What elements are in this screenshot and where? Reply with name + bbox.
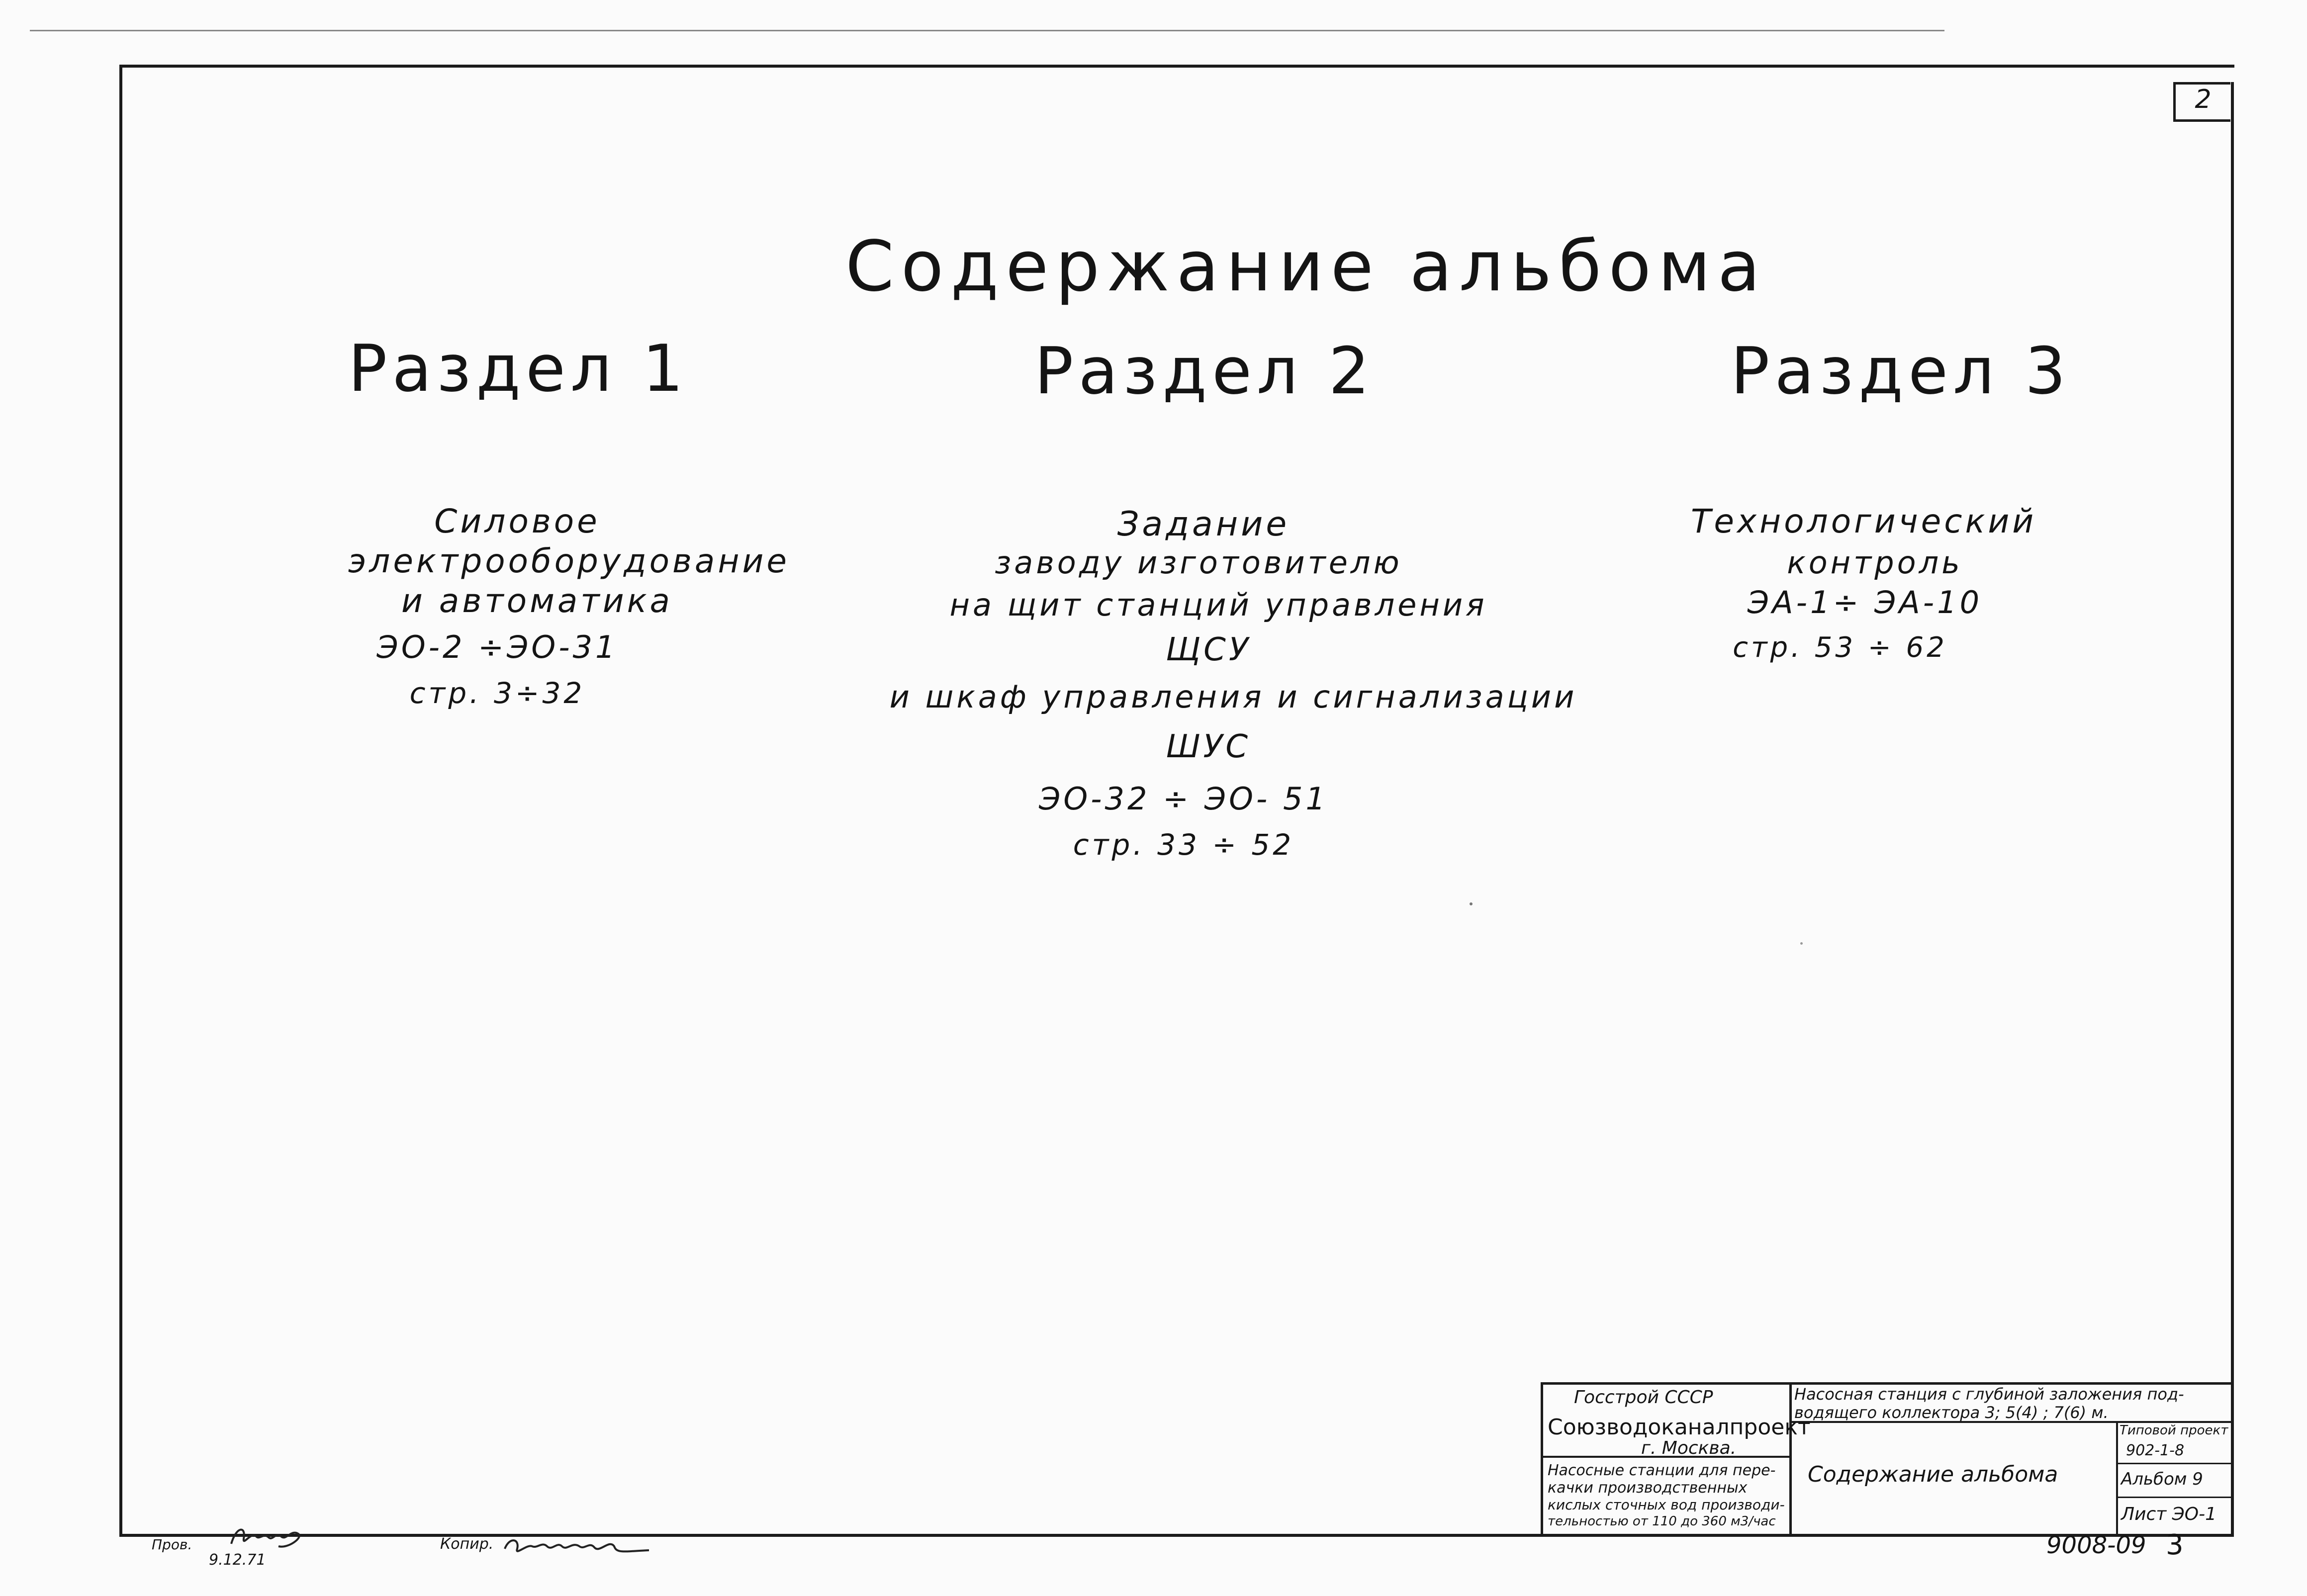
footer-code: 9008-09 (2046, 1531, 2146, 1559)
section-1-line: и автоматика (401, 582, 673, 620)
tb-typ-value: 902-1-8 (2126, 1442, 2185, 1459)
footer-prov-date: 9.12.71 (209, 1551, 266, 1569)
footer-kopir-label: Копир. (440, 1535, 494, 1553)
tb-project-line2: водящего коллектора 3; 5(4) ; 7(6) м. (1794, 1403, 2109, 1422)
section-2-line: на щит станций управления (949, 587, 1487, 623)
tb-mid-vline (1789, 1382, 1792, 1536)
footer-page: 3 (2166, 1529, 2184, 1561)
tb-sheet-title: Содержание альбома (1808, 1462, 2058, 1487)
section-1-line: стр. 3÷32 (409, 676, 585, 710)
kopir-signature (500, 1526, 654, 1564)
frame-right (2231, 82, 2234, 1536)
section-2-line: Задание (1117, 505, 1290, 544)
tb-desc-line: Насосные станции для пере- (1548, 1462, 1776, 1479)
tb-sheet: Лист ЭО-1 (2121, 1504, 2217, 1524)
section-3-line: ЭА-1÷ ЭА-10 (1747, 584, 1983, 621)
frame-bottom (119, 1534, 2234, 1537)
section-3-line: контроль (1787, 544, 1963, 581)
scan-speck (1800, 942, 1803, 945)
tb-right-h1 (2116, 1463, 2233, 1464)
section-3-heading: Раздел 3 (1731, 333, 2071, 409)
section-2-heading: Раздел 2 (1034, 333, 1375, 409)
tb-org-line2: Союзводоканалпроект (1548, 1415, 1811, 1440)
page-title: Содержание альбома (845, 226, 1767, 307)
section-1-line: ЭО-2 ÷ЭО-31 (376, 629, 618, 665)
section-2-line: стр. 33 ÷ 52 (1073, 828, 1294, 862)
corner-sheet-number: 2 (2195, 85, 2212, 114)
tb-desc-line: кислых сточных вод производи- (1548, 1497, 1785, 1513)
tb-desc-line: качки производственных (1548, 1479, 1748, 1497)
footer-prov-label: Пров. (152, 1536, 192, 1553)
section-3-line: стр. 53 ÷ 62 (1733, 631, 1947, 664)
section-2-line: ЭО-32 ÷ ЭО- 51 (1039, 781, 1328, 817)
section-1-line: Силовое (434, 502, 600, 540)
tb-project-line1: Насосная станция с глубиной заложения под- (1794, 1385, 2184, 1404)
tb-desc-line: тельностью от 110 до 360 м3/час (1548, 1514, 1776, 1529)
section-2-line: ШУС (1166, 728, 1251, 765)
frame-top (122, 65, 2234, 68)
tb-org-line3: г. Москва. (1641, 1438, 1737, 1458)
tb-right-h2 (2116, 1497, 2233, 1498)
section-3-line: Технологический (1691, 502, 2037, 540)
section-2-line: и шкаф управления и сигнализации (889, 679, 1577, 715)
tb-album: Альбом 9 (2121, 1469, 2203, 1489)
section-2-line: заводу изготовителю (995, 544, 1402, 581)
scan-speck (1470, 902, 1473, 905)
section-1-line: электрооборудование (348, 542, 790, 580)
section-2-line: ЩСУ (1166, 631, 1251, 668)
tb-right-vline (2116, 1421, 2118, 1535)
section-1-heading: Раздел 1 (348, 331, 689, 406)
page-edge-top (30, 30, 1944, 31)
frame-left (119, 65, 122, 1536)
tb-left-line (1541, 1382, 1543, 1536)
tb-org-line1: Госстрой СССР (1574, 1387, 1713, 1408)
tb-typ-label: Типовой проект (2120, 1423, 2228, 1438)
